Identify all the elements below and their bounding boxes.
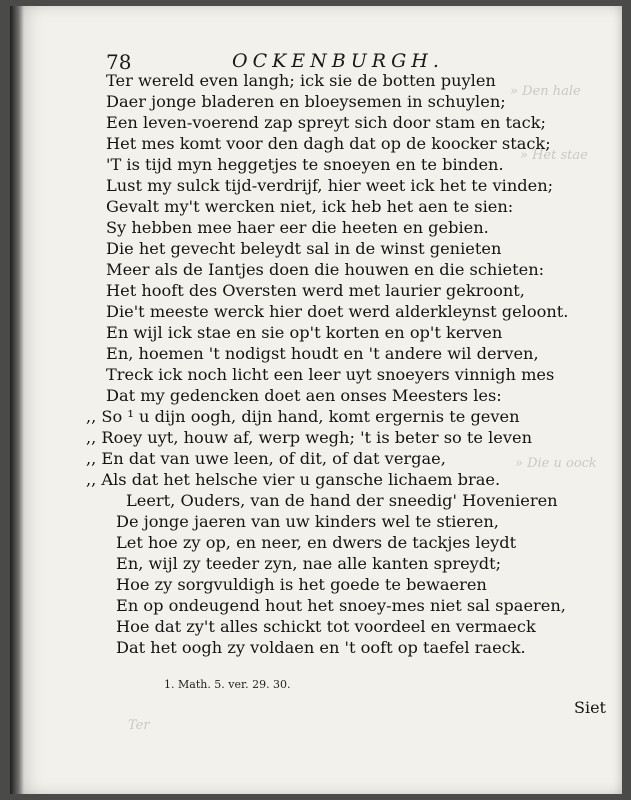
show-through-text: » Den hale bbox=[510, 84, 581, 99]
footnote: 1. Math. 5. ver. 29. 30. bbox=[164, 678, 291, 691]
verse-line: Dat het oogh zy voldaen en 't ooft op taefel raeck. bbox=[116, 638, 526, 657]
verse-line: En wijl ick stae en sie op't korten en op't kerven bbox=[106, 323, 503, 342]
verse-line: Dat my gedencken doet aen onses Meesters les: bbox=[106, 386, 502, 405]
verse-line: De jonge jaeren van uw kinders wel te stieren, bbox=[116, 512, 499, 531]
verse-line: Een leven-voerend zap spreyt sich door stam en tack; bbox=[106, 113, 546, 132]
verse-line: Die het gevecht beleydt sal in de winst genieten bbox=[106, 239, 502, 258]
verse-line: Meer als de Iantjes doen die houwen en die schieten: bbox=[106, 260, 545, 279]
verse-line: ,, Roey uyt, houw af, werp wegh; 't is beter so te leven bbox=[86, 428, 533, 447]
verse-line: Die't meeste werck hier doet werd alderkleynst geloont. bbox=[106, 302, 569, 321]
verse-line: En, wijl zy teeder zyn, nae alle kanten spreydt; bbox=[116, 554, 502, 573]
verse-line: Hoe dat zy't alles schickt tot voordeel en vermaeck bbox=[116, 617, 536, 636]
poem-text bbox=[86, 70, 586, 658]
verse-line: En op ondeugend hout het snoey-mes niet sal spaeren, bbox=[116, 596, 566, 615]
verse-line: En, hoemen 't nodigst houdt en 't andere wil derven, bbox=[106, 344, 539, 363]
catchword: Siet bbox=[574, 698, 606, 717]
verse-line: Sy hebben mee haer eer die heeten en gebien. bbox=[106, 218, 489, 237]
verse-line: ,, So ¹ u dijn oogh, dijn hand, komt ergernis te geven bbox=[86, 407, 520, 426]
verse-line: 'T is tijd myn heggetjes te snoeyen en te binden. bbox=[106, 155, 504, 174]
verse-line: Lust my sulck tijd-verdrijf, hier weet ick het te vinden; bbox=[106, 176, 554, 195]
verse-line: Het hooft des Oversten werd met laurier gekroont, bbox=[106, 281, 525, 300]
show-through-text: » Die u oock bbox=[515, 456, 597, 471]
verse-line: Leert, Ouders, van de hand der sneedig' Hovenieren bbox=[126, 491, 558, 510]
verse-line: ,, En dat van uwe leen, of dit, of dat vergae, bbox=[86, 449, 446, 468]
verse-line: Treck ick noch licht een leer uyt snoeyers vinnigh mes bbox=[106, 365, 555, 384]
verse-line: ,, Als dat het helsche vier u gansche lichaem brae. bbox=[86, 470, 501, 489]
verse-line: Let hoe zy op, en neer, en dwers de tackjes leydt bbox=[116, 533, 517, 552]
verse-line: Hoe zy sorgvuldigh is het goede te bewaeren bbox=[116, 575, 487, 594]
page-number: 78 bbox=[106, 50, 132, 74]
show-through-text: » Het stae bbox=[520, 148, 588, 163]
running-title: OCKENBURGH. bbox=[232, 50, 444, 72]
verse-line: Daer jonge bladeren en bloeysemen in schuylen; bbox=[106, 92, 506, 111]
verse-line: Ter wereld even langh; ick sie de botten puylen bbox=[106, 71, 496, 90]
verse-line: Gevalt my't wercken niet, ick heb het aen te sien: bbox=[106, 197, 514, 216]
verse-line: Het mes komt voor den dagh dat op de koocker stack; bbox=[106, 134, 551, 153]
book-page bbox=[10, 6, 622, 794]
show-through-text: Ter bbox=[128, 718, 150, 733]
